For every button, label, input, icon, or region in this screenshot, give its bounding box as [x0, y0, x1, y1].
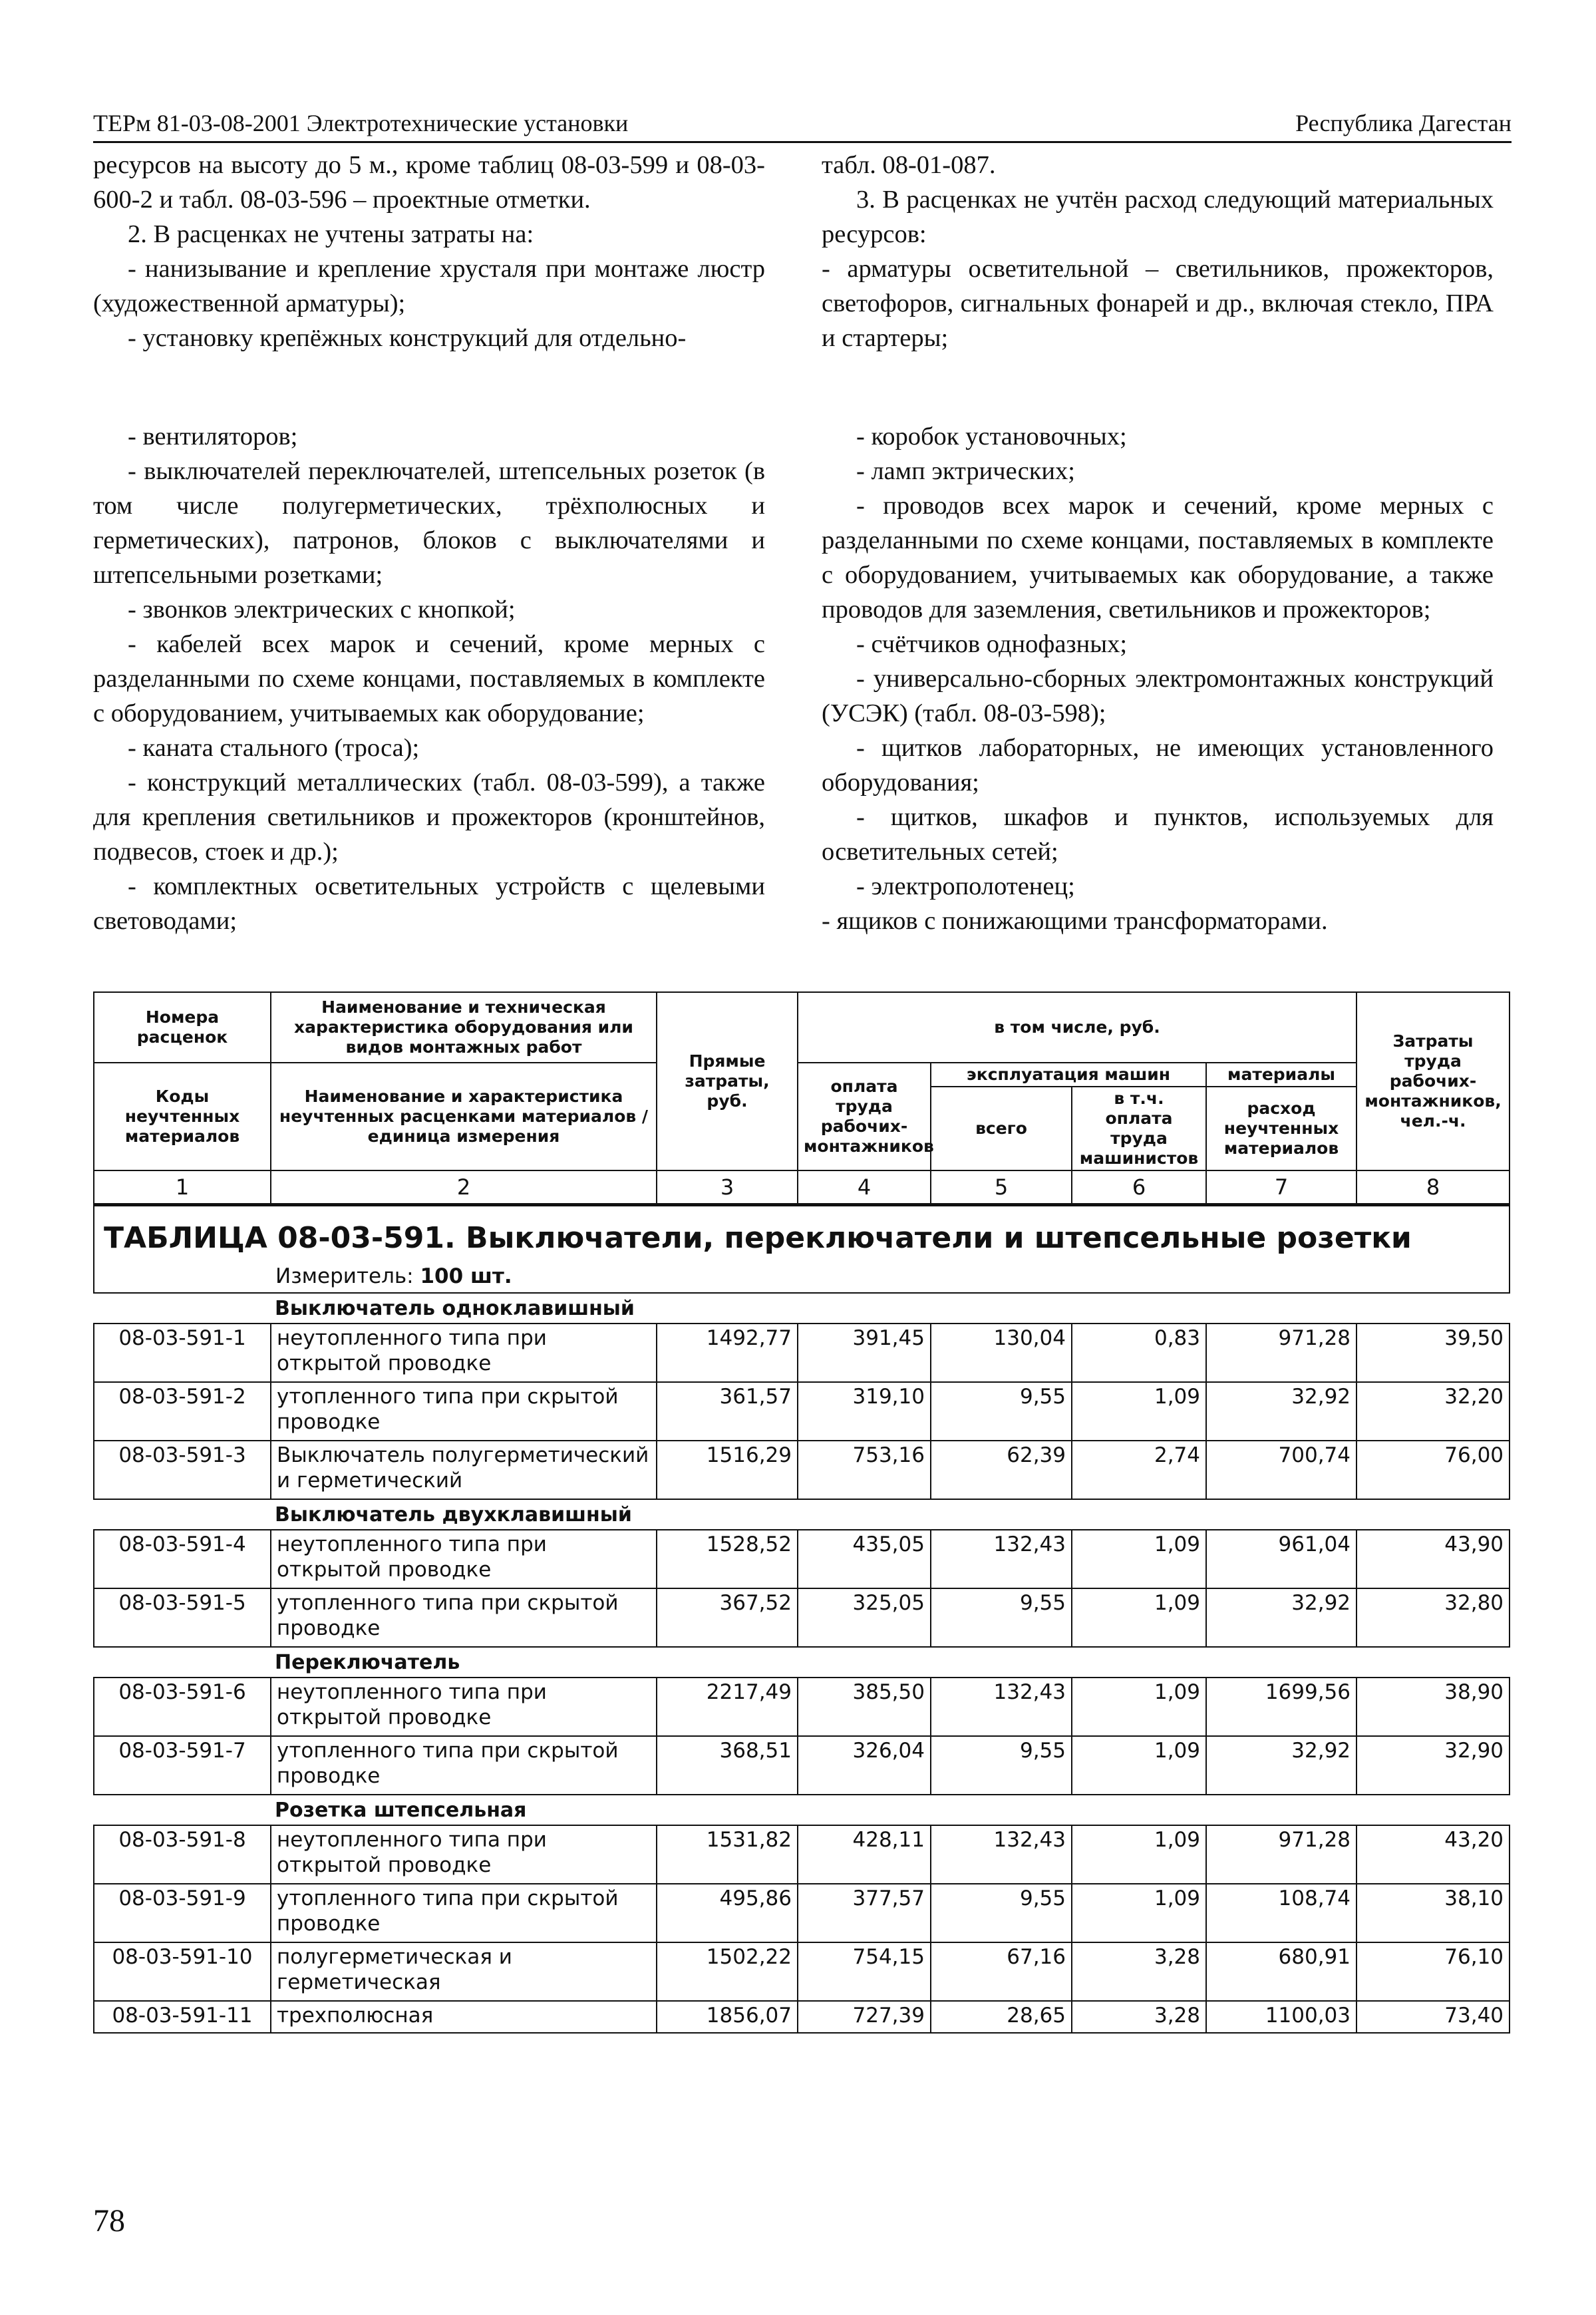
cell-labor: 32,20: [1357, 1382, 1510, 1441]
table-title: ТАБЛИЦА 08-03-591. Выключатели, переключатели и штепсельные розетки: [104, 1221, 1412, 1255]
paragraph: - каната стального (троса);: [128, 734, 420, 762]
header-codes-top: Номера расценок: [94, 992, 271, 1063]
paragraph: - комплектных осветительных устройств с щелевыми световодами;: [93, 872, 765, 935]
paragraph: - счётчиков однофазных;: [856, 630, 1128, 658]
cell-wages: 385,50: [798, 1678, 931, 1736]
cell-direct: 368,51: [657, 1736, 798, 1795]
table-row: [94, 1324, 1510, 1382]
column-number: 5: [931, 1170, 1072, 1205]
paragraph: - арматуры осветительной – светильников, прожекторов, светофоров, сигнальных фонарей и др., включая стекло, ПРА и стартеры;: [822, 255, 1494, 352]
text-column-1: [93, 148, 765, 355]
group-heading: Выключатель двухклавишный: [94, 1499, 1510, 1530]
paragraph: - щитков, шкафов и пунктов, используемых для осветительных сетей;: [822, 803, 1494, 866]
group-heading: Переключатель: [94, 1647, 1510, 1678]
text-column-3: [93, 419, 765, 938]
cell-mach-w: 1,09: [1072, 1588, 1206, 1647]
table-row: [94, 2001, 1510, 2033]
cell-mat: 971,28: [1206, 1324, 1357, 1382]
cell-mach-w: 2,74: [1072, 1441, 1206, 1499]
cell-labor: 43,20: [1357, 1825, 1510, 1884]
cell-mat: 1699,56: [1206, 1678, 1357, 1736]
cell-code: 08-03-591-5: [94, 1588, 271, 1647]
cell-mat: 971,28: [1206, 1825, 1357, 1884]
cell-name: полугерметическая и герметическая: [271, 1942, 657, 2001]
cell-mach-w: 1,09: [1072, 1678, 1206, 1736]
cell-wages: 377,57: [798, 1884, 931, 1942]
cell-mat: 32,92: [1206, 1588, 1357, 1647]
header-materials: материалы: [1206, 1063, 1357, 1087]
page-number: 78: [93, 2203, 125, 2238]
cell-mach: 62,39: [931, 1441, 1072, 1499]
paragraph: - ящиков с понижающими трансформаторами.: [822, 907, 1328, 935]
text-column-2: [822, 148, 1494, 355]
cell-direct: 367,52: [657, 1588, 798, 1647]
header-region: Республика Дагестан: [1295, 110, 1512, 136]
cell-mach-w: 1,09: [1072, 1382, 1206, 1441]
cell-mach-w: 1,09: [1072, 1825, 1206, 1884]
paragraph: - проводов всех марок и сечений, кроме мерных с разделанными по схеме концами, поставляемых в комплекте с оборудованием, учитываемых как оборудование, а также проводов для заземления, светильников и прожекторов;: [822, 492, 1494, 623]
cell-mat: 700,74: [1206, 1441, 1357, 1499]
cell-labor: 76,10: [1357, 1942, 1510, 2001]
cell-code: 08-03-591-11: [94, 2001, 271, 2033]
cell-mat: 1100,03: [1206, 2001, 1357, 2033]
cell-code: 08-03-591-9: [94, 1884, 271, 1942]
column-number: 7: [1206, 1170, 1357, 1205]
group-heading-row: [94, 1293, 1510, 1324]
paragraph: - кабелей всех марок и сечений, кроме мерных с разделанными по схеме концами, поставляемых в комплекте с оборудованием, учитываемых как оборудование;: [93, 630, 765, 727]
cell-direct: 1528,52: [657, 1530, 798, 1588]
cell-mach: 132,43: [931, 1678, 1072, 1736]
group-heading-row: [94, 1499, 1510, 1530]
table-row: [94, 1530, 1510, 1588]
cell-name: утопленного типа при скрытой проводке: [271, 1382, 657, 1441]
header-codes-bottom: Коды неучтенных материалов: [94, 1063, 271, 1170]
cell-mach: 9,55: [931, 1382, 1072, 1441]
group-heading-row: [94, 1795, 1510, 1825]
cell-code: 08-03-591-7: [94, 1736, 271, 1795]
group-heading-row: [94, 1647, 1510, 1678]
header-direct-costs: Прямые затраты, руб.: [657, 992, 798, 1170]
table-row: [94, 1942, 1510, 2001]
cell-mach-w: 1,09: [1072, 1530, 1206, 1588]
cell-direct: 495,86: [657, 1884, 798, 1942]
cell-labor: 76,00: [1357, 1441, 1510, 1499]
cell-code: 08-03-591-2: [94, 1382, 271, 1441]
cell-wages: 319,10: [798, 1382, 931, 1441]
cell-mat: 108,74: [1206, 1884, 1357, 1942]
cell-wages: 391,45: [798, 1324, 931, 1382]
cell-wages: 325,05: [798, 1588, 931, 1647]
text-column-4: [822, 419, 1494, 938]
running-header: [93, 100, 1512, 143]
table-row: [94, 1825, 1510, 1884]
table-row: [94, 1441, 1510, 1499]
cell-name: Выключатель полугерметический и герметический: [271, 1441, 657, 1499]
paragraph: - коробок установочных;: [856, 423, 1127, 450]
header-machines: эксплуатация машин: [931, 1063, 1206, 1087]
cell-name: утопленного типа при скрытой проводке: [271, 1736, 657, 1795]
paragraph: - выключателей переключателей, штепсельных розеток (в том числе полугерметических, трёхполюсных и герметических), патронов, блоков с выключателями и штепсельными розетками;: [93, 457, 765, 589]
cell-mach: 132,43: [931, 1825, 1072, 1884]
header-document-title: ТЕРм 81-03-08-2001 Электротехнические установки: [93, 110, 629, 136]
cell-labor: 73,40: [1357, 2001, 1510, 2033]
cell-mach-w: 3,28: [1072, 1942, 1206, 2001]
cell-labor: 38,10: [1357, 1884, 1510, 1942]
table-row: [94, 1678, 1510, 1736]
paragraph: - нанизывание и крепление хрусталя при монтаже люстр (художественной арматуры);: [93, 255, 765, 317]
paragraph: - конструкций металлических (табл. 08-03-599), а также для крепления светильников и прожекторов (кронштейнов, подвесов, стоек и др.);: [93, 769, 765, 866]
paragraph: - универсально-сборных электромонтажных конструкций (УСЭК) (табл. 08-03-598);: [822, 665, 1494, 727]
table-row: [94, 1588, 1510, 1647]
cell-direct: 361,57: [657, 1382, 798, 1441]
cell-mach-w: 0,83: [1072, 1324, 1206, 1382]
column-number: 3: [657, 1170, 798, 1205]
cell-mach: 67,16: [931, 1942, 1072, 2001]
cell-code: 08-03-591-10: [94, 1942, 271, 2001]
table-row: [94, 1884, 1510, 1942]
column-number: 6: [1072, 1170, 1206, 1205]
cell-direct: 1531,82: [657, 1825, 798, 1884]
cell-name: утопленного типа при скрытой проводке: [271, 1884, 657, 1942]
group-heading: Выключатель одноклавишный: [94, 1293, 1510, 1324]
cell-name: утопленного типа при скрытой проводке: [271, 1588, 657, 1647]
rates-table: [93, 991, 1510, 2034]
measure-label: Измеритель:: [275, 1264, 414, 1288]
column-number: 4: [798, 1170, 931, 1205]
measure-value: 100 шт.: [420, 1264, 512, 1288]
header-wages: оплата труда рабочих-монтажников: [798, 1063, 931, 1170]
cell-wages: 428,11: [798, 1825, 931, 1884]
column-number: 1: [94, 1170, 271, 1205]
cell-name: неутопленного типа при открытой проводке: [271, 1324, 657, 1382]
cell-direct: 1516,29: [657, 1441, 798, 1499]
cell-mat: 32,92: [1206, 1382, 1357, 1441]
cell-mach: 132,43: [931, 1530, 1072, 1588]
header-machines-total: всего: [931, 1087, 1072, 1170]
cell-mat: 680,91: [1206, 1942, 1357, 2001]
group-heading: Розетка штепсельная: [94, 1795, 1510, 1825]
cell-mat: 32,92: [1206, 1736, 1357, 1795]
paragraph: - щитков лабораторных, не имеющих установленного оборудования;: [822, 734, 1494, 797]
paragraph: табл. 08-01-087.: [822, 151, 996, 179]
cell-mach: 28,65: [931, 2001, 1072, 2033]
cell-labor: 32,80: [1357, 1588, 1510, 1647]
cell-direct: 1492,77: [657, 1324, 798, 1382]
cell-name: неутопленного типа при открытой проводке: [271, 1825, 657, 1884]
cell-mach: 9,55: [931, 1736, 1072, 1795]
cell-code: 08-03-591-8: [94, 1825, 271, 1884]
cell-labor: 39,50: [1357, 1324, 1510, 1382]
paragraph: ресурсов на высоту до 5 м., кроме таблиц 08-03-599 и 08-03-600-2 и табл. 08-03-596 – проектные отметки.: [93, 151, 765, 214]
cell-labor: 32,90: [1357, 1736, 1510, 1795]
table-row: [94, 1382, 1510, 1441]
cell-mach: 9,55: [931, 1884, 1072, 1942]
cell-wages: 727,39: [798, 2001, 931, 2033]
table-title-cell: [94, 1205, 1510, 1294]
table-row: [94, 1736, 1510, 1795]
cell-labor: 43,90: [1357, 1530, 1510, 1588]
header-labor: Затраты труда рабочих-монтажников, чел.-ч.: [1357, 992, 1510, 1170]
paragraph: 3. В расценках не учтён расход следующий материальных ресурсов:: [822, 186, 1494, 248]
column-number: 8: [1357, 1170, 1510, 1205]
paragraph: - ламп эктрических;: [856, 457, 1075, 485]
measure-unit: [94, 1262, 1509, 1292]
paragraph: - установку крепёжных конструкций для отдельно-: [128, 324, 687, 352]
cell-code: 08-03-591-3: [94, 1441, 271, 1499]
cell-name: неутопленного типа при открытой проводке: [271, 1530, 657, 1588]
header-materials-sub: расход неучтенных материалов: [1206, 1087, 1357, 1170]
cell-wages: 754,15: [798, 1942, 931, 2001]
cell-wages: 326,04: [798, 1736, 931, 1795]
cell-mach-w: 1,09: [1072, 1884, 1206, 1942]
cell-wages: 753,16: [798, 1441, 931, 1499]
cell-code: 08-03-591-6: [94, 1678, 271, 1736]
cell-mach-w: 1,09: [1072, 1736, 1206, 1795]
paragraph: - электрополотенец;: [856, 872, 1075, 900]
cell-direct: 2217,49: [657, 1678, 798, 1736]
paragraph: - звонков электрических с кнопкой;: [128, 596, 516, 623]
cell-name: неутопленного типа при открытой проводке: [271, 1678, 657, 1736]
column-number: 2: [271, 1170, 657, 1205]
cell-mach: 130,04: [931, 1324, 1072, 1382]
cell-code: 08-03-591-1: [94, 1324, 271, 1382]
cell-mach: 9,55: [931, 1588, 1072, 1647]
header-name-top: Наименование и техническая характеристика оборудования или видов монтажных работ: [271, 992, 657, 1063]
cell-name: трехполюсная: [271, 2001, 657, 2033]
header-name-bottom: Наименование и характеристика неучтенных расценками материалов / единица измерения: [271, 1063, 657, 1170]
cell-code: 08-03-591-4: [94, 1530, 271, 1588]
cell-direct: 1502,22: [657, 1942, 798, 2001]
cell-mach-w: 3,28: [1072, 2001, 1206, 2033]
cell-mat: 961,04: [1206, 1530, 1357, 1588]
paragraph: 2. В расценках не учтены затраты на:: [128, 220, 534, 248]
cell-wages: 435,05: [798, 1530, 931, 1588]
cell-labor: 38,90: [1357, 1678, 1510, 1736]
paragraph: - вентиляторов;: [128, 423, 298, 450]
header-machines-wages: в т.ч. оплата труда машинистов: [1072, 1087, 1206, 1170]
cell-direct: 1856,07: [657, 2001, 798, 2033]
header-including: в том числе, руб.: [798, 992, 1357, 1063]
